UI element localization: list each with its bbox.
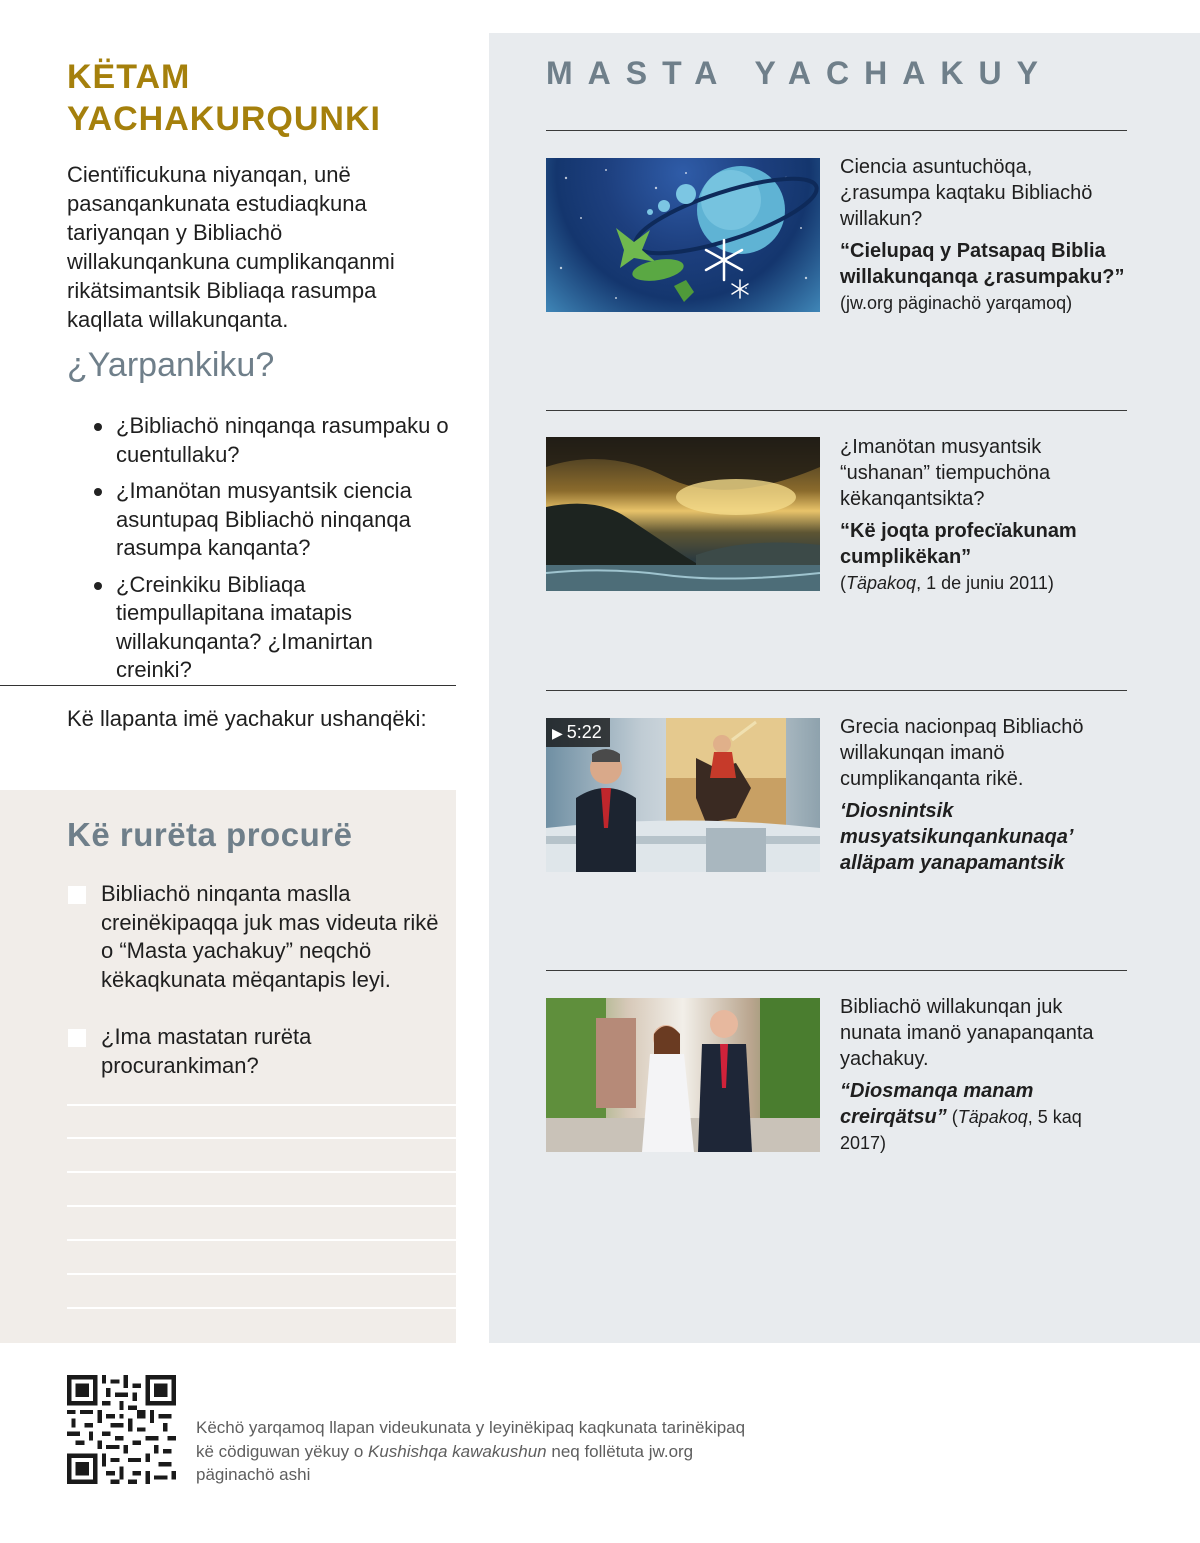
video-duration-badge bbox=[546, 718, 610, 747]
entry-link[interactable] bbox=[840, 518, 1125, 596]
entry-source: (Täpakoq, 1 de juniu 2011) bbox=[840, 573, 1054, 593]
writing-line[interactable] bbox=[67, 1205, 456, 1207]
entry-link-title[interactable]: “Diosmanqa manam creirqätsu” bbox=[840, 1080, 1034, 1128]
entry-source: (jw.org päginachö yarqamoq) bbox=[840, 293, 1073, 313]
storm-illustration bbox=[546, 437, 820, 591]
divider bbox=[0, 685, 456, 686]
intro-paragraph: Cientïficukuna niyanqan, unë pasanqankunata estudiaqkuna tariyanqan y Bibliachö willakunqankuna cumplikanqanmi rikätsimantsik Bibliaqa rasumpa kaqllata willakunqanta. bbox=[67, 162, 395, 332]
entry-link[interactable]: ‘Diosnintsik musyatsikunqankunaqa’ alläpam yanapamantsik bbox=[840, 800, 1073, 874]
entry-source: (Täpakoq, 5 kaq 2017) bbox=[840, 1107, 1082, 1153]
question-list bbox=[92, 412, 452, 693]
video-entry bbox=[840, 714, 1125, 876]
video-duration: 5:22 bbox=[566, 722, 602, 742]
try-box-title: Kë rurëta procurë bbox=[67, 816, 353, 853]
section-title-line1: KËTAM bbox=[67, 58, 191, 96]
question-item: ¿Creinkiku Bibliaqa tiempullapitana imatapis willakunqanta? ¿Imanirtan creinki? bbox=[92, 571, 452, 685]
entry-description: ¿Imanötan musyantsik “ushanan” tiempuchöna këkanqantsikta? bbox=[840, 436, 1051, 510]
couple-thumbnail[interactable] bbox=[546, 998, 820, 1152]
divider bbox=[546, 970, 1127, 971]
entry-description: Bibliachö willakunqan juk nunata imanö yanapanqanta yachakuy. bbox=[840, 996, 1094, 1070]
share-text: Kë llapanta imë yachakur ushanqëki: bbox=[67, 706, 427, 731]
checkbox[interactable] bbox=[68, 1029, 86, 1047]
try-item-text: ¿Ima mastatan rurëta procurankiman? bbox=[101, 1024, 312, 1078]
entry-link[interactable] bbox=[840, 1078, 1125, 1156]
article-entry bbox=[840, 154, 1125, 316]
try-item-text: Bibliachö ninqanta maslla creinëkipaqqa juk mas videuta rikë o “Masta yachakuy” neqchö këkaqkunata mëqantapis leyi. bbox=[101, 881, 439, 992]
entry-description: Grecia nacionpaq Bibliachö willakunqan imanö cumplikanqanta rikë. bbox=[840, 716, 1084, 790]
brochure-title: Kushishqa kawakushun bbox=[368, 1441, 547, 1461]
question-heading: ¿Yarpankiku? bbox=[67, 346, 275, 384]
storm-thumbnail[interactable] bbox=[546, 437, 820, 591]
qr-code-icon[interactable] bbox=[67, 1375, 176, 1484]
footer-text: Këchö yarqamoq llapan videukunata y leyinëkipaq kaqkunata tarinëkipaq kë cödiguwan yëkuy o Kushishqa kawakushun neq follëtuta jw.org päginachö ashi bbox=[196, 1418, 746, 1484]
entry-link-title[interactable]: “Cielupaq y Patsapaq Biblia willakunqanqa ¿rasumpaku?” bbox=[840, 240, 1125, 288]
entry-description: Ciencia asuntuchöqa, ¿rasumpa kaqtaku Bibliachö willakun? bbox=[840, 156, 1093, 230]
divider bbox=[546, 690, 1127, 691]
publication-name: Täpakoq bbox=[957, 1107, 1028, 1127]
question-item: ¿Imanötan musyantsik ciencia asuntupaq Bibliachö ninqanqa rasumpa kanqanta? bbox=[92, 477, 452, 563]
writing-line[interactable] bbox=[67, 1104, 456, 1106]
couple-illustration bbox=[546, 998, 820, 1152]
divider bbox=[546, 410, 1127, 411]
writing-line[interactable] bbox=[67, 1273, 456, 1275]
article-entry bbox=[840, 434, 1125, 596]
planet-thumbnail[interactable] bbox=[546, 158, 820, 312]
play-icon: ▶ bbox=[552, 725, 563, 741]
writing-line[interactable] bbox=[67, 1307, 456, 1309]
question-item: ¿Bibliachö ninqanqa rasumpaku o cuentullaku? bbox=[92, 412, 452, 469]
more-title: MASTA YACHAKUY bbox=[546, 55, 1053, 91]
section-title-line2: YACHAKURQUNKI bbox=[67, 100, 381, 138]
planet-illustration bbox=[546, 158, 820, 312]
section-title bbox=[67, 56, 381, 140]
publication-name: Täpakoq bbox=[846, 573, 917, 593]
checkbox[interactable] bbox=[68, 886, 86, 904]
entry-link[interactable] bbox=[840, 238, 1125, 316]
entry-link-title[interactable]: “Kë joqta profecïakunam cumplikëkan” bbox=[840, 520, 1077, 568]
article-entry bbox=[840, 994, 1125, 1156]
writing-line[interactable] bbox=[67, 1137, 456, 1139]
divider bbox=[546, 130, 1127, 131]
writing-line[interactable] bbox=[67, 1239, 456, 1241]
writing-line[interactable] bbox=[67, 1171, 456, 1173]
video-thumbnail[interactable] bbox=[546, 718, 820, 872]
